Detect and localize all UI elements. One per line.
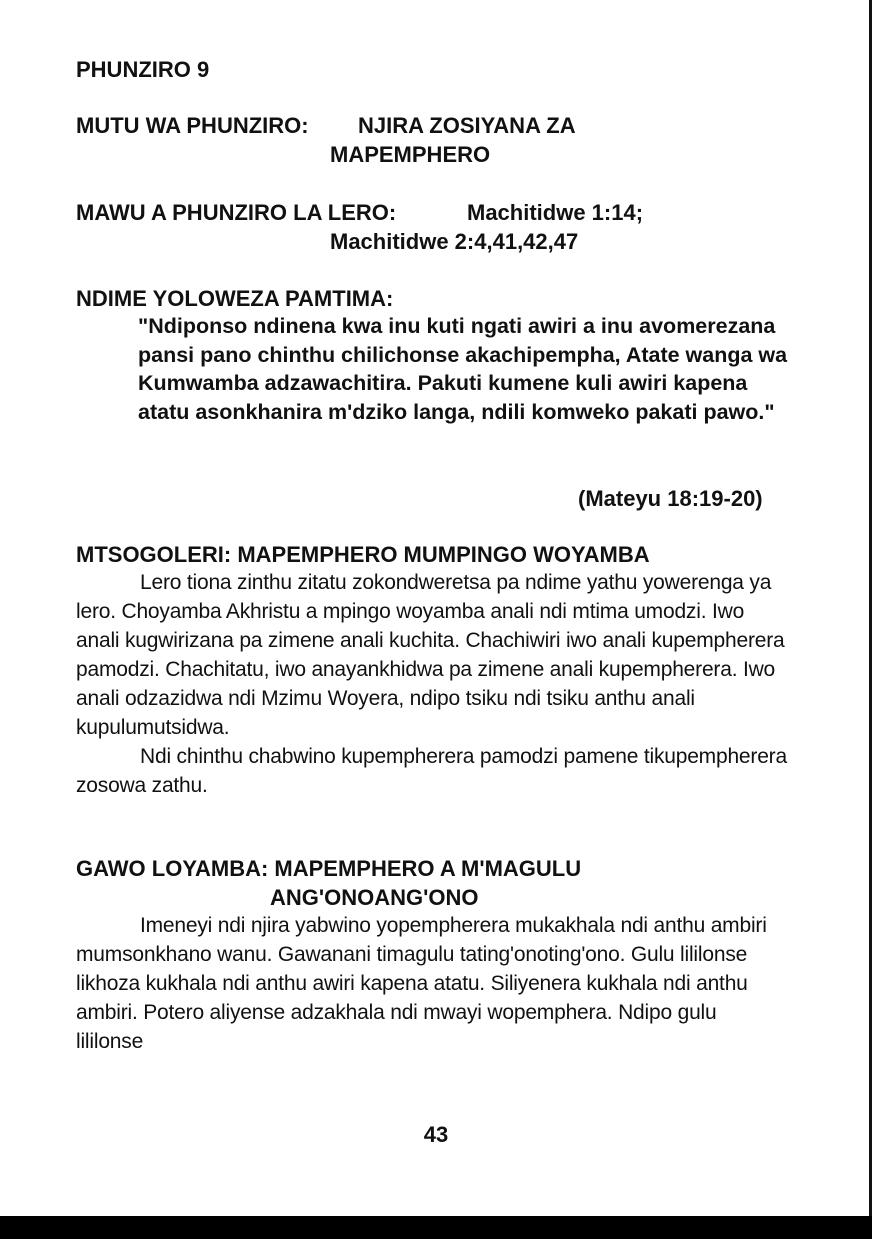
topic-title-line2: MAPEMPHERO bbox=[330, 142, 491, 167]
lesson-number: PHUNZIRO 9 bbox=[76, 57, 210, 82]
part-one-body bbox=[76, 911, 788, 1056]
topic-label: MUTU WA PHUNZIRO: bbox=[76, 113, 309, 138]
memory-verse-heading: NDIME YOLOWEZA PAMTIMA: bbox=[76, 286, 394, 311]
scripture-reference-1: Machitidwe 1:14; bbox=[467, 200, 644, 225]
topic-title-line1: NJIRA ZOSIYANA ZA bbox=[358, 113, 576, 138]
part-one-paragraph: Imeneyi ndi njira yabwino yopempherera mukakhala ndi anthu ambiri mumsonkhano wanu. Gawanani timagulu tating'onoting'ono. Gulu lililonse likhoza kukhala ndi anthu awiri kapena atatu. Siliyenera kukhala ndi anthu ambiri. Potero aliyense adzakhala ndi mwayi wopemphera. Ndipo gulu lililonse bbox=[76, 914, 767, 1053]
scripture-label: MAWU A PHUNZIRO LA LERO: bbox=[76, 200, 397, 225]
memory-verse-reference: (Mateyu 18:19-20) bbox=[578, 486, 763, 511]
scripture-reference-2: Machitidwe 2:4,41,42,47 bbox=[330, 229, 579, 254]
leader-paragraph-1: Lero tiona zinthu zitatu zokondweretsa pa ndime yathu yowerenga ya lero. Choyamba Akhristu a mpingo woyamba anali ndi mtima umodzi. Iwo anali kugwirizana pa zimene anali kuchita. Chachiwiri iwo anali kupempherera pamodzi. Chachitatu, iwo anayankhidwa pa zimene anali kupempherera. Iwo anali odzazidwa ndi Mzimu Woyera, ndipo tsiku ndi tsiku anthu anali kupulumutsidwa. bbox=[76, 571, 785, 739]
leader-section-heading: MTSOGOLERI: MAPEMPHERO MUMPINGO WOYAMBA bbox=[76, 542, 650, 567]
part-one-heading-line2: ANG'ONOANG'ONO bbox=[270, 885, 479, 910]
part-one-heading: GAWO LOYAMBA: MAPEMPHERO A M'MAGULU bbox=[76, 856, 582, 881]
leader-paragraph-2: Ndi chinthu chabwino kupempherera pamodzi pamene tikupempherera zosowa zathu. bbox=[76, 745, 787, 797]
leader-section-body bbox=[76, 568, 788, 800]
page-number: 43 bbox=[423, 1122, 449, 1147]
scan-border-bottom bbox=[0, 1216, 872, 1239]
memory-verse-text: "Ndiponso ndinena kwa inu kuti ngati awiri a inu avomerezana pansi pano chinthu chilichonse akachipempha, Atate wanga wa Kumwamba adzawachitira. Pakuti kumene kuli awiri kapena atatu asonkhanira m'dziko langa, ndili komweko pakati pawo." bbox=[138, 314, 788, 424]
